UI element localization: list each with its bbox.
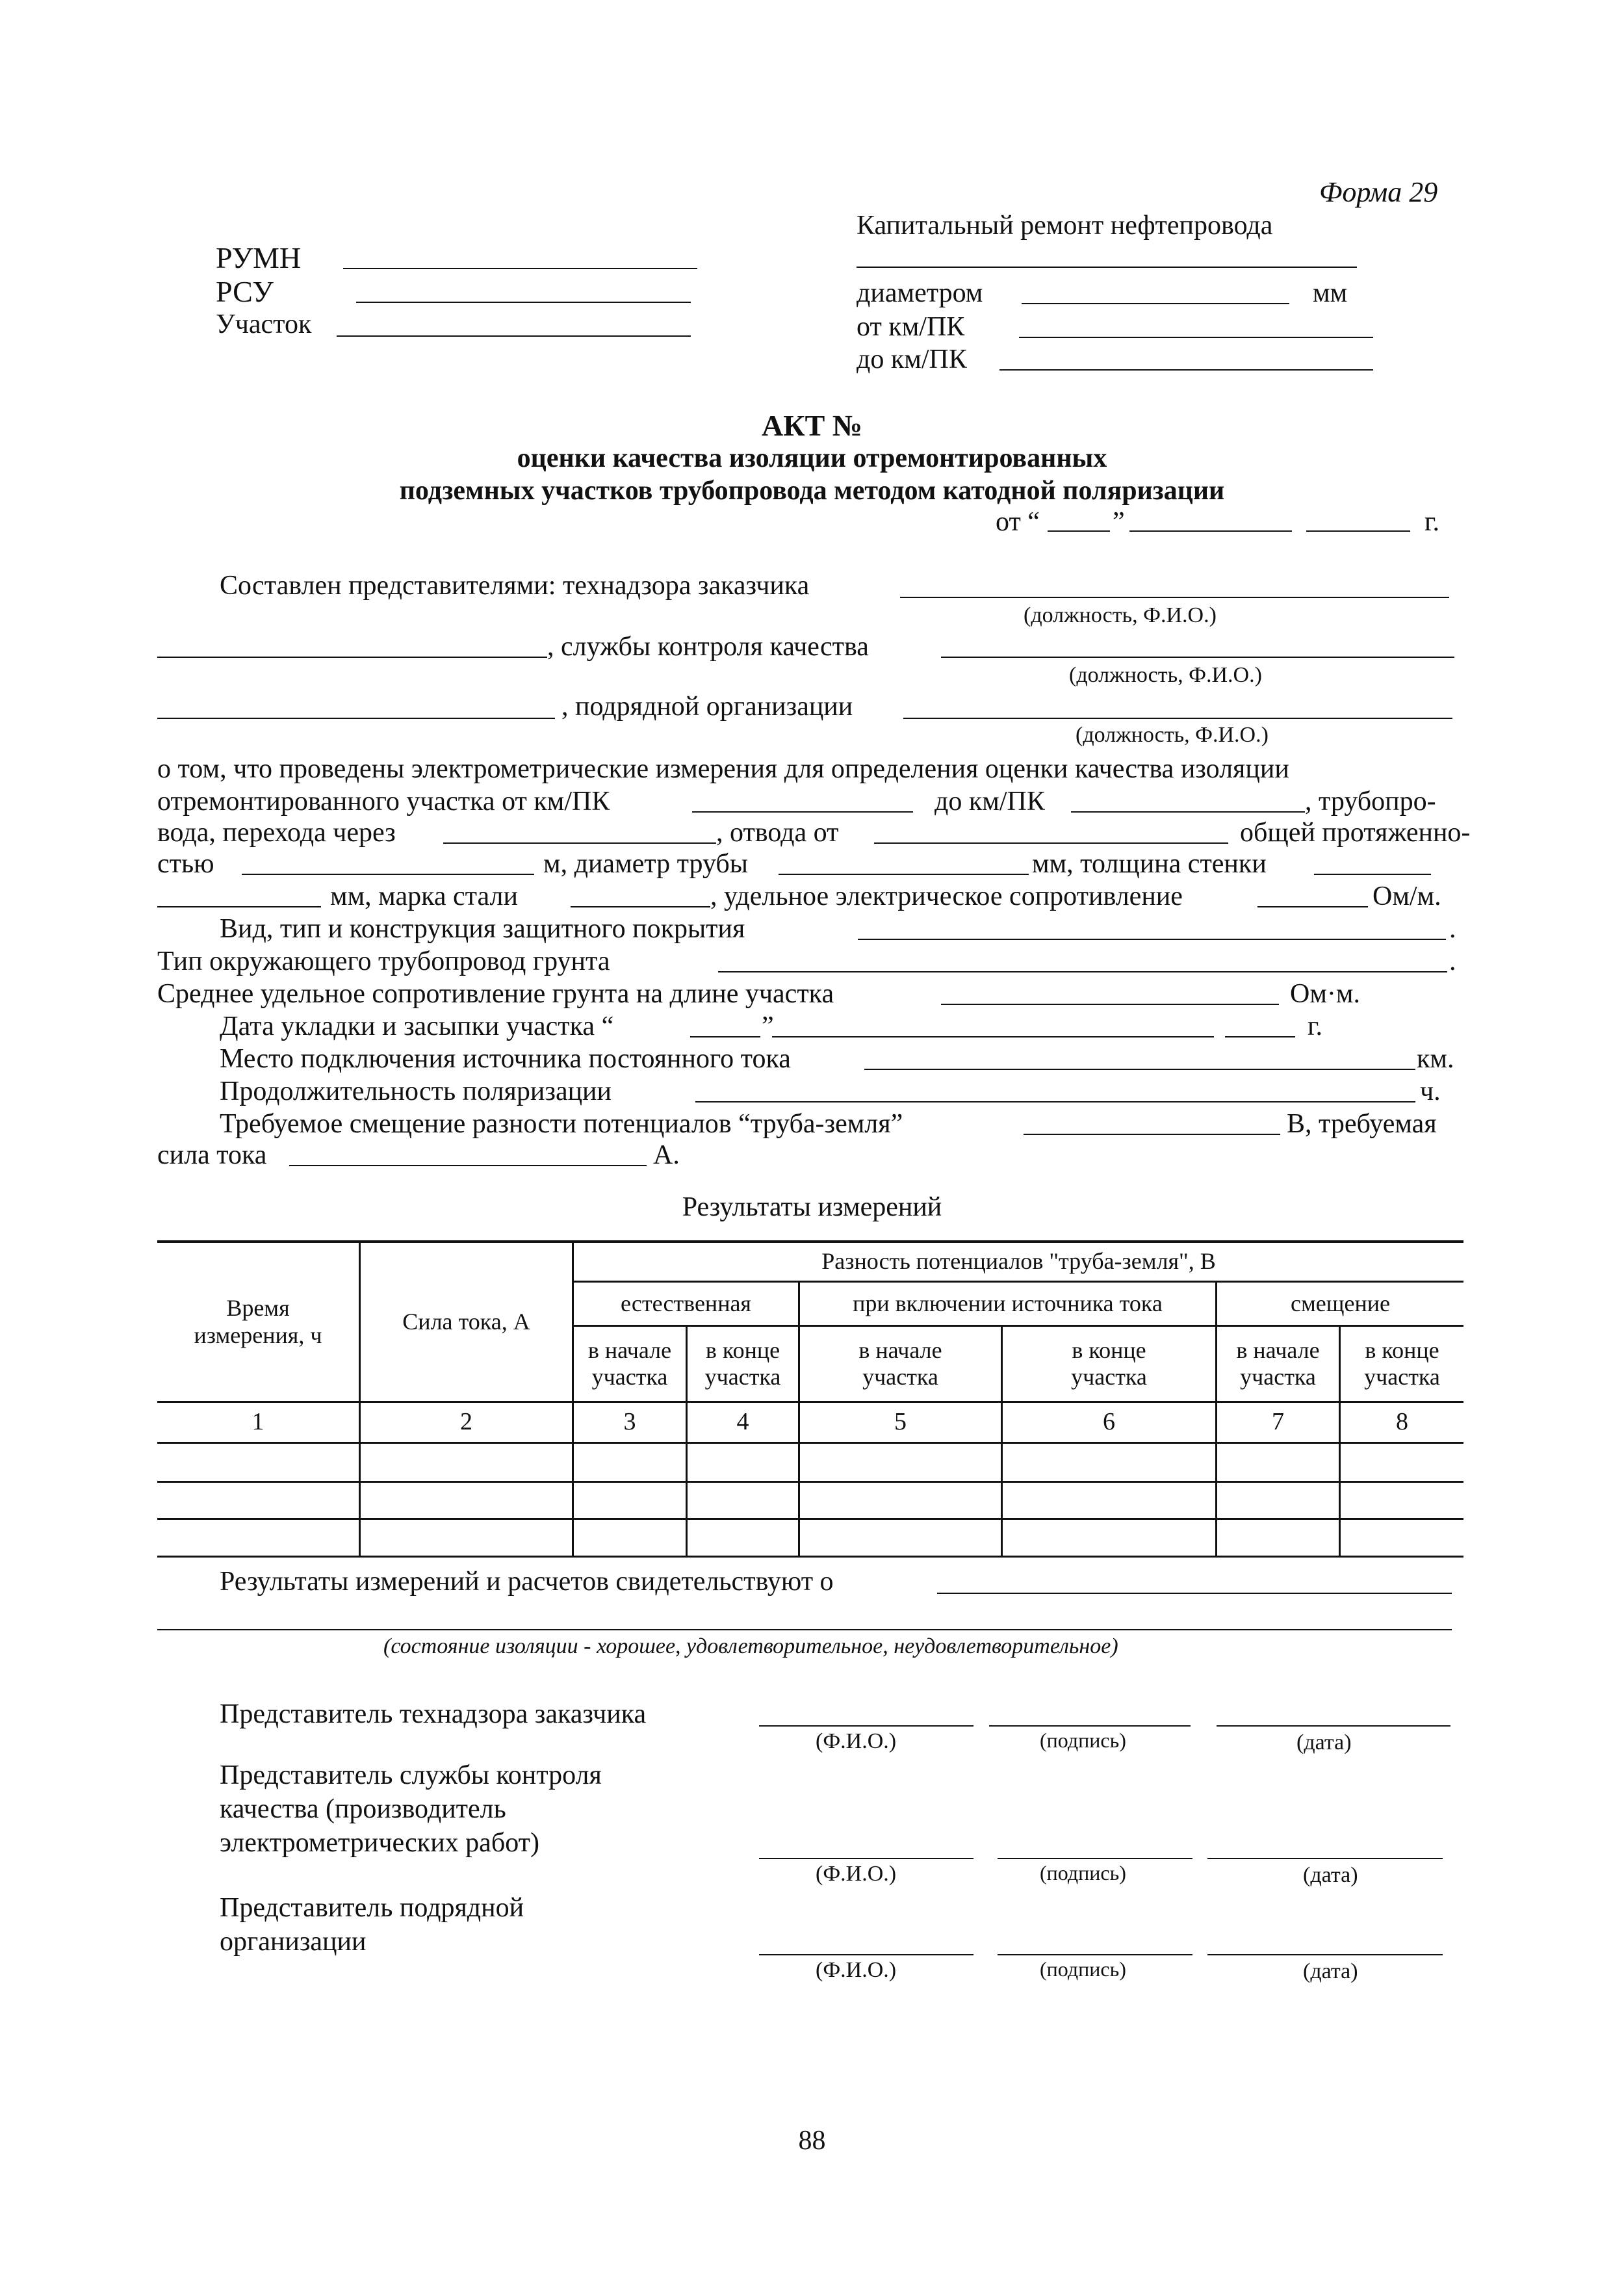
section-label: Участок	[216, 309, 312, 339]
header-natural: естественная	[620, 1290, 751, 1316]
rep3-date-field[interactable]	[1207, 1954, 1443, 1955]
wall-thickness-field[interactable]	[1314, 874, 1431, 875]
col-number-2: 2	[460, 1408, 472, 1436]
para-4c: мм, толщина стенки	[1032, 849, 1267, 879]
rep-quality-label-2: качества (производитель	[220, 1794, 506, 1824]
diameter-unit: мм	[1313, 278, 1348, 308]
to-km-field[interactable]	[999, 369, 1373, 371]
col-number-4: 4	[736, 1408, 749, 1436]
steel-grade-field[interactable]	[571, 906, 710, 907]
laying-date-label: Дата укладки и засыпки участка “	[220, 1011, 614, 1041]
duration-label: Продолжительность поляризации	[220, 1076, 612, 1106]
table-bottom-border	[157, 1556, 1463, 1558]
rep2-fio-hint: (Ф.И.О.)	[816, 1862, 897, 1886]
table-row-line-1	[157, 1442, 1463, 1444]
table-row-line-2	[157, 1481, 1463, 1483]
para-3a: вода, перехода через	[157, 818, 396, 848]
current-field[interactable]	[289, 1165, 647, 1166]
rsu-field[interactable]	[356, 302, 691, 303]
rep2-date-hint: (дата)	[1303, 1863, 1358, 1887]
date-prefix: от “	[996, 507, 1040, 537]
para-2c: , трубопро-	[1305, 787, 1436, 816]
quality-rep-field[interactable]	[941, 657, 1454, 658]
coating-field[interactable]	[858, 939, 1446, 940]
diameter-field[interactable]	[1022, 303, 1289, 304]
header-source-end: в конце участка	[1071, 1337, 1147, 1390]
para-2a: отремонтированного участка от км/ПК	[157, 787, 610, 816]
col-number-7: 7	[1272, 1408, 1284, 1436]
soil-resistance-label: Среднее удельное сопротивление грунта на длине участка	[157, 979, 834, 1009]
act-subtitle-2: подземных участков трубопровода методом катодной поляризации	[399, 476, 1225, 506]
header-shift: смещение	[1291, 1290, 1390, 1316]
header-natural-end: в конце участка	[704, 1337, 781, 1390]
para-5c: Ом/м.	[1373, 881, 1441, 911]
contractor-label: , подрядной организации	[561, 692, 853, 722]
from-km-field[interactable]	[1019, 337, 1373, 338]
laying-suffix: г.	[1308, 1011, 1322, 1041]
rep3-date-hint: (дата)	[1303, 1959, 1358, 1983]
date-suffix: г.	[1424, 507, 1439, 537]
to-km-label: до км/ПК	[857, 345, 967, 374]
laying-quote: ”	[762, 1011, 774, 1041]
contractor-rep-field[interactable]	[903, 718, 1452, 719]
soil-type-field[interactable]	[718, 971, 1447, 972]
act-subtitle-1: оценки качества изоляции отремонтированных	[517, 443, 1107, 473]
rep2-sign-field[interactable]	[998, 1858, 1192, 1859]
form-label: Форма 29	[1319, 176, 1438, 208]
conclusion-hint: (состояние изоляции - хорошее, удовлетворительное, неудовлетворительное)	[383, 1634, 1118, 1658]
rep1-fio-hint: (Ф.И.О.)	[816, 1729, 897, 1753]
col-number-6: 6	[1103, 1408, 1115, 1436]
rep3-sign-hint: (подпись)	[1040, 1957, 1126, 1981]
rep-quality-label-1: Представитель службы контроля	[220, 1760, 602, 1790]
para-1: о том, что проведены электрометрические измерения для определения оценки качества изоляции	[157, 754, 1289, 784]
customer-rep-field[interactable]	[900, 597, 1449, 598]
para-4b: м, диаметр трубы	[543, 849, 748, 879]
section-to-field[interactable]	[1071, 811, 1305, 813]
quality-rep-field-2[interactable]	[157, 718, 555, 719]
rep-contractor-label-1: Представитель подрядной	[220, 1893, 524, 1923]
soil-type-label: Тип окружающего трубопровод грунта	[157, 946, 610, 976]
para-3b: , отвода от	[716, 818, 839, 848]
soil-resistance-unit: Ом·м.	[1290, 979, 1360, 1009]
rumn-label: РУМН	[216, 241, 302, 274]
from-km-label: от км/ПК	[857, 312, 965, 342]
resistance-field[interactable]	[1257, 906, 1368, 907]
source-place-field[interactable]	[864, 1069, 1415, 1070]
rep1-sign-hint: (подпись)	[1040, 1729, 1126, 1752]
header-shift-end: в конце участка	[1364, 1337, 1440, 1390]
col-number-3: 3	[623, 1408, 636, 1436]
date-year-field[interactable]	[1306, 530, 1410, 532]
quality-service-label: , службы контроля качества	[547, 632, 869, 662]
rep2-sign-hint: (подпись)	[1040, 1861, 1126, 1885]
conclusion-field[interactable]	[937, 1593, 1452, 1594]
laying-month-field[interactable]	[772, 1036, 1214, 1037]
conclusion-label: Результаты измерений и расчетов свидетельствуют о	[220, 1567, 834, 1597]
soil-type-dot: .	[1449, 946, 1456, 976]
rep3-sign-field[interactable]	[998, 1954, 1192, 1955]
repair-title: Капитальный ремонт нефтепровода	[857, 211, 1273, 241]
shift-unit: В, требуемая	[1287, 1109, 1437, 1139]
shift-field[interactable]	[1024, 1134, 1280, 1135]
shift-label: Требуемое смещение разности потенциалов “труба-земля”	[220, 1109, 903, 1139]
rep2-fio-field[interactable]	[759, 1858, 973, 1859]
date-day-field[interactable]	[1048, 530, 1110, 532]
position-hint-2: (должность, Ф.И.О.)	[1069, 663, 1262, 687]
date-quote: ”	[1113, 507, 1125, 537]
header-time: Время измерения, ч	[194, 1295, 322, 1348]
branch-field[interactable]	[874, 842, 1228, 844]
header-current: Сила тока, А	[402, 1308, 530, 1335]
para-4a: стью	[157, 849, 214, 879]
header-potential-diff: Разность потенциалов "труба-земля", В	[821, 1248, 1216, 1275]
rep1-sign-field[interactable]	[989, 1725, 1191, 1727]
para-5a: мм, марка стали	[330, 881, 518, 911]
para-3c: общей протяженно-	[1240, 818, 1471, 848]
rep2-date-field[interactable]	[1207, 1858, 1443, 1859]
rumn-field[interactable]	[343, 268, 697, 269]
coating-dot: .	[1449, 914, 1456, 944]
rsu-label: РСУ	[216, 275, 274, 308]
page-number: 88	[798, 2126, 826, 2156]
duration-unit: ч.	[1420, 1076, 1441, 1106]
diameter-label: диаметром	[857, 278, 983, 308]
header-shift-start: в начале участка	[1236, 1337, 1320, 1390]
col-number-5: 5	[894, 1408, 907, 1436]
act-title: АКТ №	[762, 409, 862, 442]
customer-rep-field-2[interactable]	[157, 657, 547, 658]
source-place-unit: км.	[1417, 1044, 1454, 1074]
pipeline-field[interactable]	[857, 267, 1357, 268]
rep1-date-hint: (дата)	[1296, 1730, 1352, 1755]
crossing-field[interactable]	[443, 842, 716, 844]
section-from-field[interactable]	[692, 811, 913, 813]
wall-thickness-field-2[interactable]	[157, 906, 321, 907]
source-place-label: Место подключения источника постоянного тока	[220, 1044, 791, 1074]
rep-customer-label: Представитель технадзора заказчика	[220, 1699, 647, 1729]
rep3-fio-field[interactable]	[759, 1954, 973, 1955]
rep-contractor-label-2: организации	[220, 1927, 367, 1957]
para-5b: , удельное электрическое сопротивление	[710, 881, 1183, 911]
current-label: сила тока	[157, 1140, 267, 1170]
col-number-1: 1	[251, 1408, 264, 1436]
section-field[interactable]	[337, 335, 691, 337]
rep1-fio-field[interactable]	[759, 1725, 973, 1727]
rep3-fio-hint: (Ф.И.О.)	[816, 1958, 897, 1982]
coating-label: Вид, тип и конструкция защитного покрытия	[220, 914, 745, 944]
laying-day-field[interactable]	[690, 1036, 760, 1037]
laying-year-field[interactable]	[1225, 1036, 1295, 1037]
conclusion-field-2[interactable]	[157, 1629, 1452, 1630]
soil-resistance-field[interactable]	[941, 1004, 1279, 1005]
para-2b: до км/ПК	[934, 787, 1045, 816]
length-field[interactable]	[242, 874, 534, 875]
composed-label: Составлен представителями: технадзора заказчика	[220, 571, 810, 601]
table-caption: Результаты измерений	[682, 1192, 942, 1222]
pipe-diameter-field[interactable]	[779, 874, 1029, 875]
header-natural-start: в начале участка	[587, 1337, 672, 1390]
position-hint-1: (должность, Ф.И.О.)	[1024, 603, 1217, 627]
header-with-source: при включении источника тока	[853, 1290, 1163, 1316]
table-row-line-3	[157, 1518, 1463, 1520]
col-number-8: 8	[1396, 1408, 1408, 1436]
current-unit: А.	[653, 1140, 680, 1170]
position-hint-3: (должность, Ф.И.О.)	[1076, 723, 1269, 747]
header-source-start: в начале участка	[858, 1337, 942, 1390]
duration-field[interactable]	[695, 1101, 1415, 1102]
date-month-field[interactable]	[1129, 530, 1292, 532]
rep1-date-field[interactable]	[1217, 1725, 1450, 1727]
rep-quality-label-3: электрометрических работ)	[220, 1828, 539, 1858]
